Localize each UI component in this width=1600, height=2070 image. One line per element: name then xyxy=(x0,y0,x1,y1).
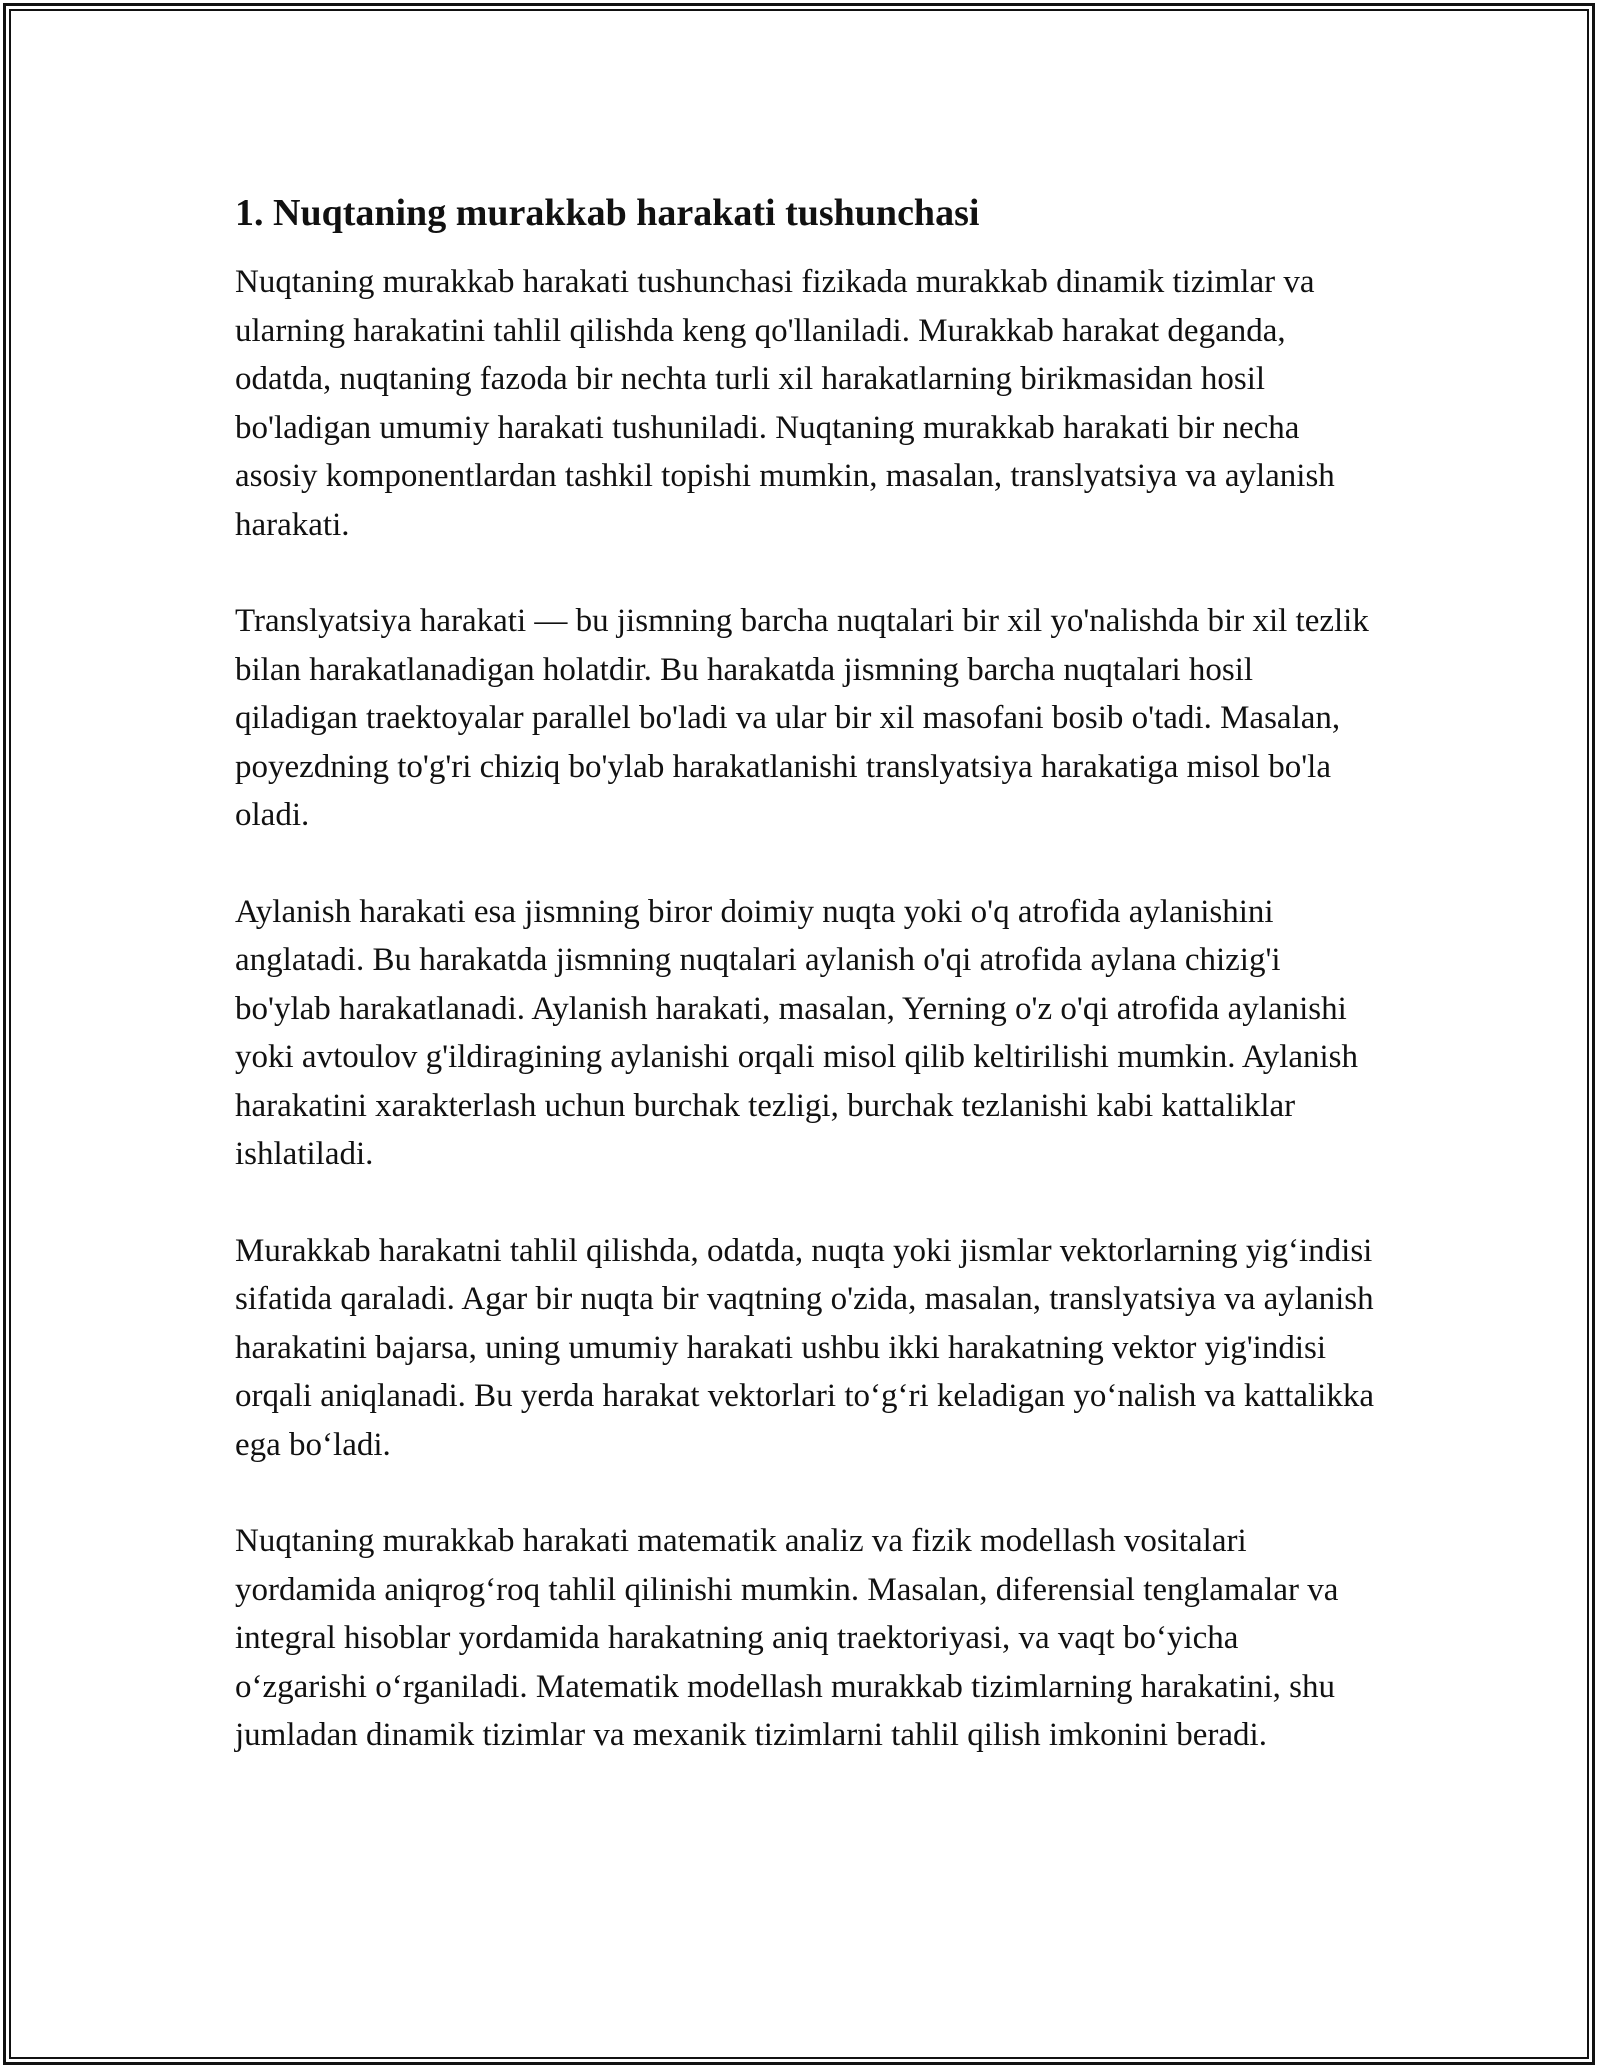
paragraph-modeling: Nuqtaning murakkab harakati matematik analiz va fizik modellash vositalari yordamida aniqrog‘roq tahlil qilinishi mumkin. Masalan, diferensial tenglamalar va integral hisoblar yordamida harakatning aniq traektoriyasi, va vaqt bo‘yicha o‘zgarishi o‘rganiladi. Matematik modellash murakkab tizimlarning harakatini, shu jumladan dinamik tizimlar va mexanik tizimlarni tahlil qilish imkonini beradi. xyxy=(235,1523,1339,1753)
paragraph-translation: Translyatsiya harakati — bu jismning barcha nuqtalari bir xil yo'nalishda bir xil tezlik bilan harakatlanadigan holatdir. Bu harakatda jismning barcha nuqtalari hosil qiladigan traektoyalar parallel bo'ladi va ular bir xil masofani bosib o'tadi. Masalan, poyezdning to'g'ri chiziq bo'ylab harakatlanishi translyatsiya harakatiga misol bo'la oladi. xyxy=(235,603,1369,833)
paragraph-intro: Nuqtaning murakkab harakati tushunchasi fizikada murakkab dinamik tizimlar va ularning harakatini tahlil qilishda keng qo'llaniladi. Murakkab harakat deganda, odatda, nuqtaning fazoda bir nechta turli xil harakatlarning birikmasidan hosil bo'ladigan umumiy harakati tushuniladi. Nuqtaning murakkab harakati bir necha asosiy komponentlardan tashkil topishi mumkin, masalan, translyatsiya va aylanish harakati. xyxy=(235,264,1335,543)
section-heading: 1. Nuqtaning murakkab harakati tushunchasi xyxy=(235,192,980,234)
document-body xyxy=(235,186,1375,1760)
paragraph-vector-sum: Murakkab harakatni tahlil qilishda, odatda, nuqta yoki jismlar vektorlarning yig‘indisi sifatida qaraladi. Agar bir nuqta bir vaqtning o'zida, masalan, translyatsiya va aylanish harakatini bajarsa, uning umumiy harakati ushbu ikki harakatning vektor yig'indisi orqali aniqlanadi. Bu yerda harakat vektorlari to‘g‘ri keladigan yo‘nalish va kattalikka ega bo‘ladi. xyxy=(235,1232,1374,1463)
paragraph-rotation: Aylanish harakati esa jismning biror doimiy nuqta yoki o'q atrofida aylanishini anglatadi. Bu harakatda jismning nuqtalari aylanish o'qi atrofida aylana chizig'i bo'ylab harakatlanadi. Aylanish harakati, masalan, Yerning o'z o'qi atrofida aylanishi yoki avtoulov g'ildiragining aylanishi orqali misol qilib keltirilishi mumkin. Aylanish harakatini xarakterlash uchun burchak tezligi, burchak tezlanishi kabi kattaliklar ishlatiladi. xyxy=(235,893,1359,1172)
